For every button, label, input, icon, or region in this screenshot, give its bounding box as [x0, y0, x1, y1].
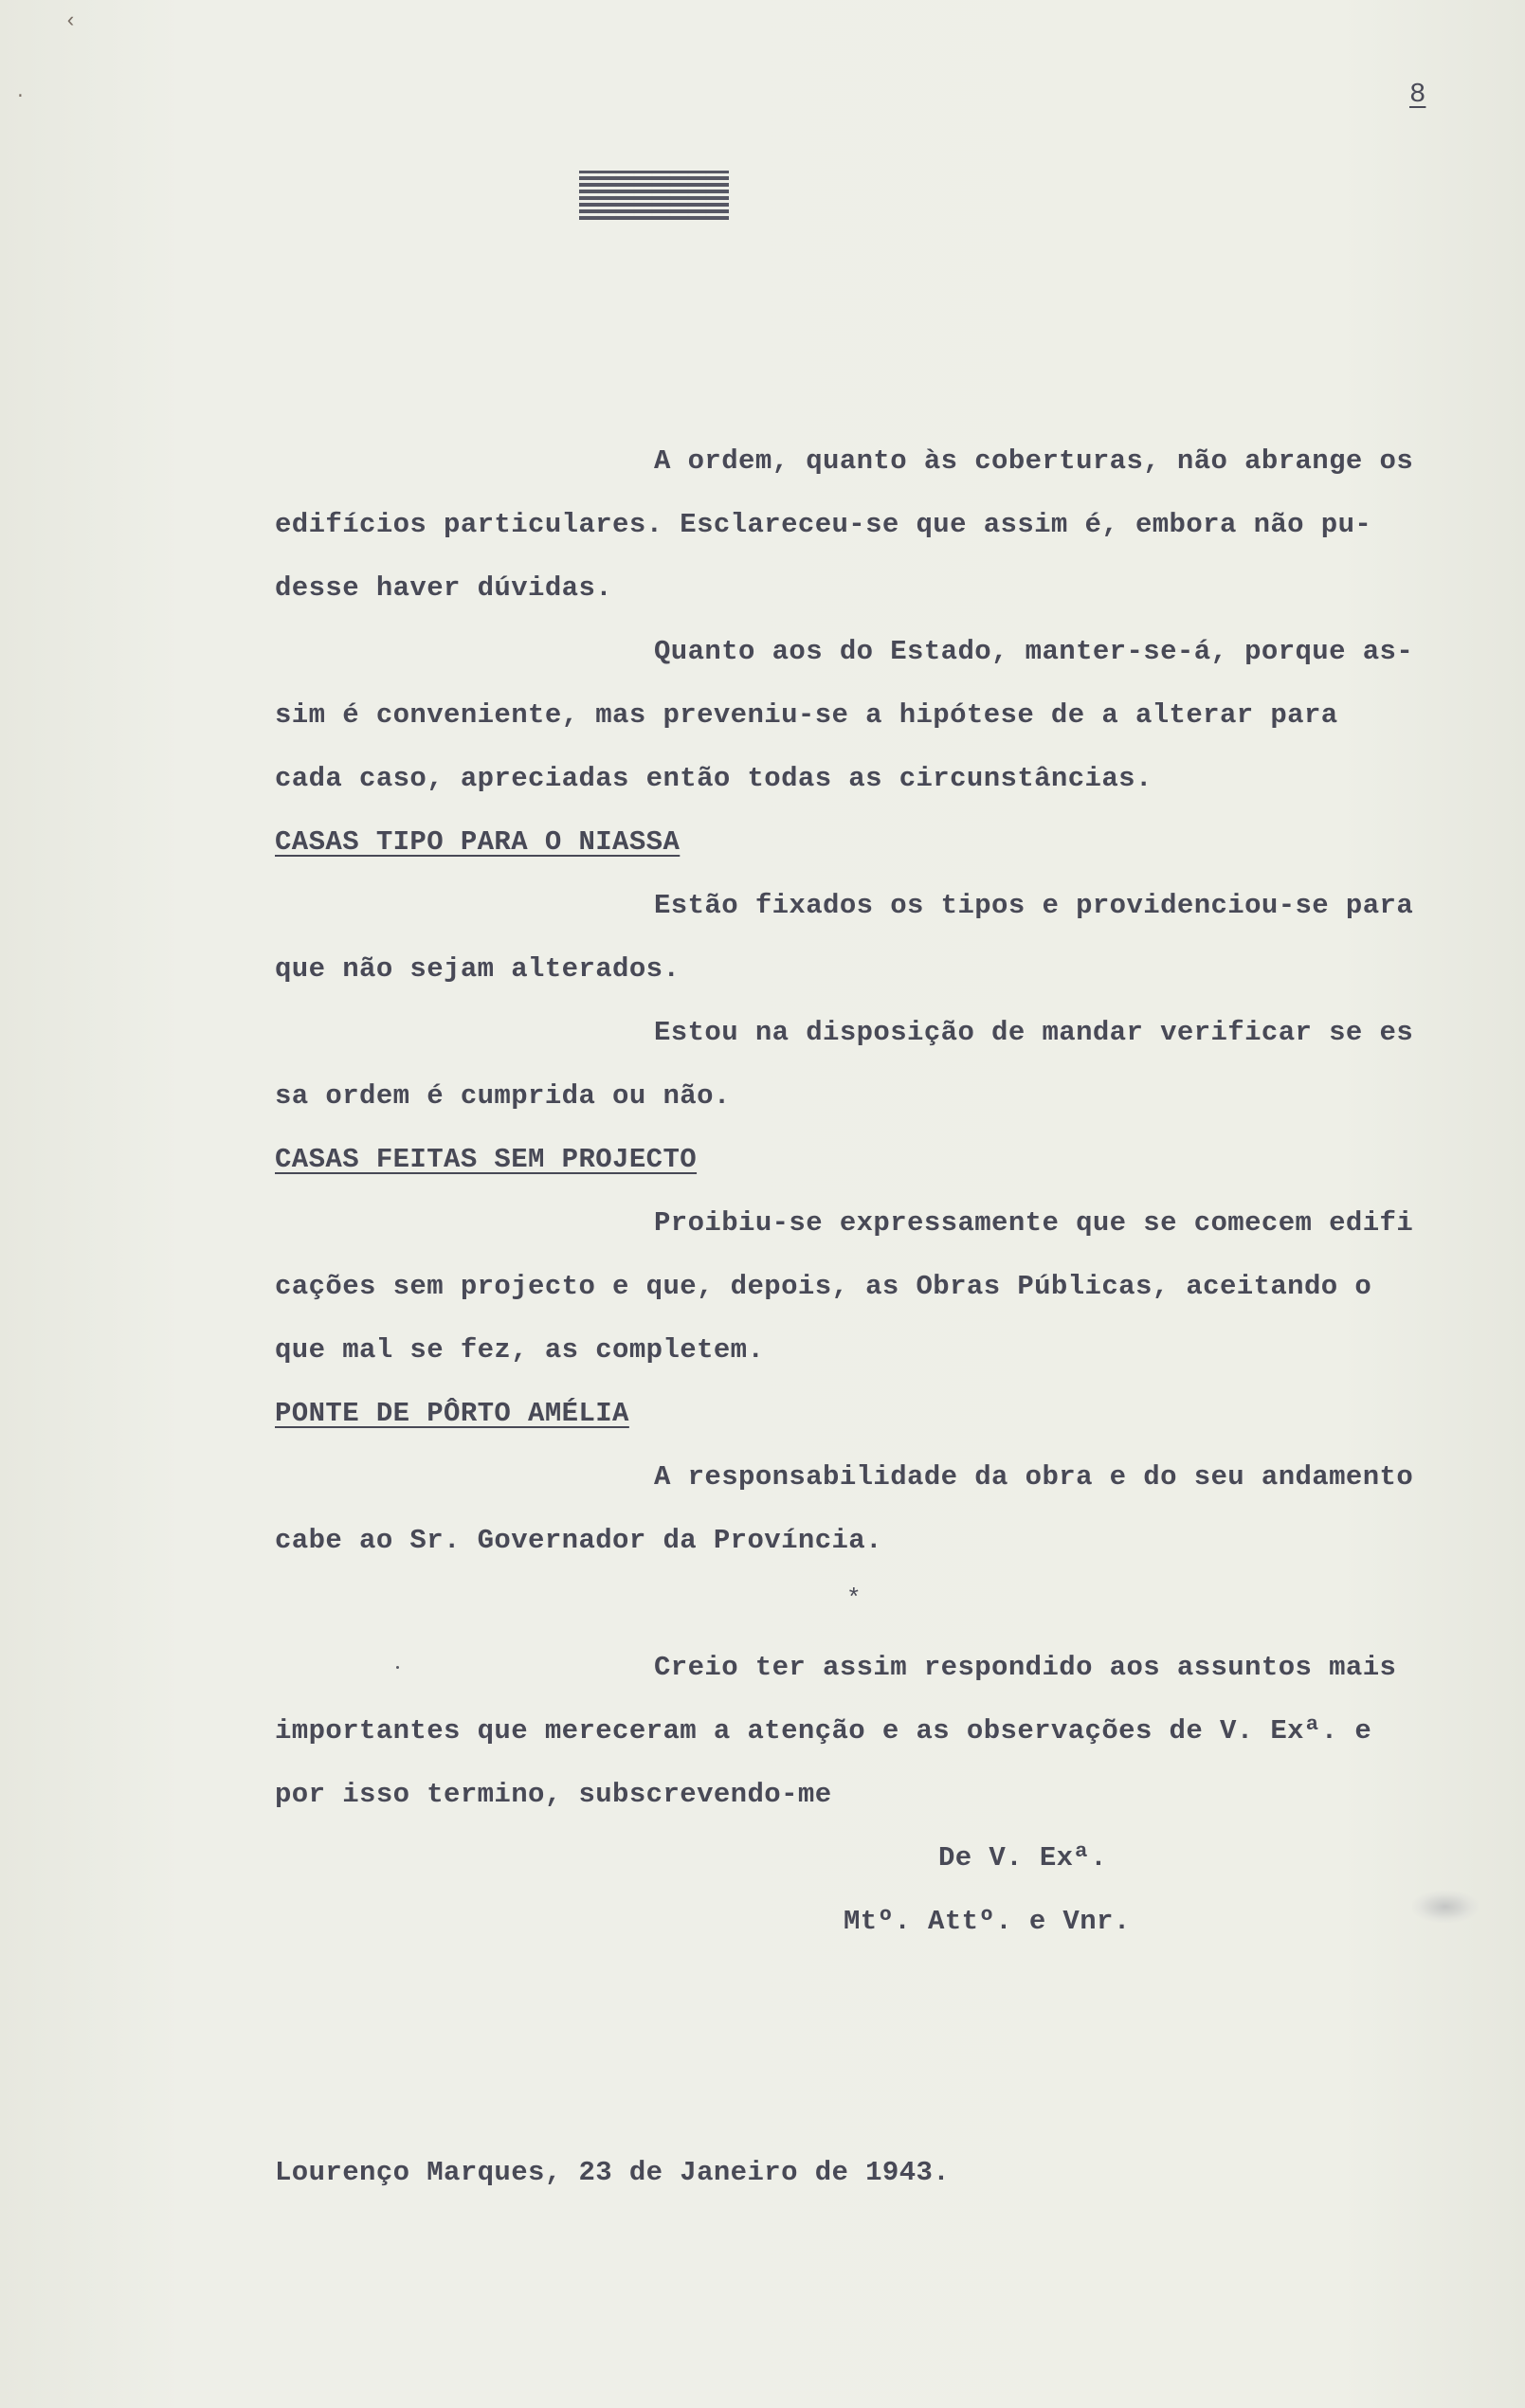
paragraph-line: cações sem projecto e que, depois, as Obras Públicas, aceitando o	[275, 1271, 1372, 1302]
page-number: 8	[1409, 79, 1426, 110]
paragraph-line: A ordem, quanto às coberturas, não abrange os	[654, 445, 1414, 477]
paragraph-line: Proibiu-se expressamente que se comecem edifi	[654, 1207, 1414, 1239]
paragraph-line: importantes que mereceram a atenção e as observações de V. Exª. e	[275, 1715, 1372, 1747]
struck-out-text	[579, 171, 729, 220]
paragraph-line: cabe ao Sr. Governador da Província.	[275, 1525, 882, 1556]
paragraph-line: Estou na disposição de mandar verificar se es	[654, 1017, 1414, 1048]
paragraph-line: por isso termino, subscrevendo-me	[275, 1779, 832, 1810]
paragraph-line: A responsabilidade da obra e do seu andamento	[654, 1461, 1414, 1493]
ink-smudge	[1412, 1891, 1479, 1923]
edge-mark: ‹	[64, 9, 78, 33]
section-heading: CASAS TIPO PARA O NIASSA	[275, 826, 681, 858]
section-heading: CASAS FEITAS SEM PROJECTO	[275, 1144, 698, 1175]
paragraph-line: que não sejam alterados.	[275, 953, 681, 985]
dateline: Lourenço Marques, 23 de Janeiro de 1943.	[275, 2157, 951, 2188]
paragraph-line: que mal se fez, as completem.	[275, 1334, 765, 1366]
paragraph-line: Estão fixados os tipos e providenciou-se para	[654, 890, 1414, 921]
ink-dot	[396, 1666, 399, 1669]
paragraph-line: sim é conveniente, mas preveniu-se a hipótese de a alterar para	[275, 699, 1338, 731]
closing-line: De V. Exª.	[938, 1842, 1108, 1874]
section-separator: *	[846, 1584, 862, 1613]
paragraph-line: sa ordem é cumprida ou não.	[275, 1080, 731, 1112]
section-heading: PONTE DE PÔRTO AMÉLIA	[275, 1398, 629, 1429]
paragraph-line: desse haver dúvidas.	[275, 572, 613, 604]
paragraph-line: Creio ter assim respondido aos assuntos mais	[654, 1652, 1397, 1683]
edge-mark: ·	[15, 87, 26, 106]
closing-line: Mtº. Attº. e Vnr.	[844, 1906, 1131, 1937]
paragraph-line: cada caso, apreciadas então todas as circunstâncias.	[275, 763, 1153, 794]
paragraph-line: Quanto aos do Estado, manter-se-á, porque as-	[654, 636, 1414, 667]
paragraph-line: edifícios particulares. Esclareceu-se que assim é, embora não pu-	[275, 509, 1372, 540]
